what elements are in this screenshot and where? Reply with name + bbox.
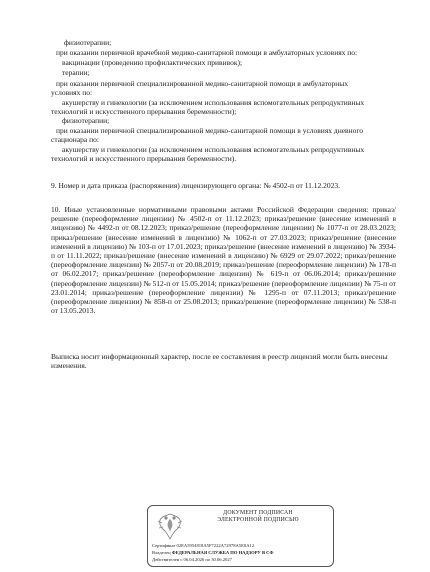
stamp-title-line: ЭЛЕКТРОННОЙ ПОДПИСЬЮ xyxy=(217,517,299,523)
informational-notice: Выписка носит информационный характер, после ее составления в реестр лицензий могли быть внесены изменения. xyxy=(51,352,388,371)
stamp-title xyxy=(188,510,328,524)
list-line: акушерству и гинекологии (за исключением использования вспомогательных репродуктивных xyxy=(62,145,365,154)
list-line: вакцинации (проведению профилактических прививок); xyxy=(62,58,243,67)
list-line: технологий и искусственного прерывания беременности); xyxy=(51,107,237,116)
list-line: при оказании первичной специализированной медико-санитарной помощи в амбулаторных xyxy=(56,79,349,88)
list-line: акушерству и гинекологии (за исключением использования вспомогательных репродуктивных xyxy=(62,98,365,107)
list-line: при оказании первичной врачебной медико-санитарной помощи в амбулаторных условиях по: xyxy=(56,48,358,57)
list-line: терапии; xyxy=(62,68,90,77)
list-line: при оказании первичной специализированной медико-санитарной помощи в условиях дневного xyxy=(56,126,363,135)
list-line: технологий и искусственного прерывания беременности). xyxy=(51,154,237,163)
list-line: физиотерапии; xyxy=(64,38,112,47)
owner-value: ФЕДЕРАЛЬНАЯ СЛУЖБА ПО НАДЗОРУ В СФ xyxy=(171,550,274,555)
list-line: условиях по: xyxy=(51,88,93,97)
validity-line: Действителен с 06.04.2026 по 30.06.2027 xyxy=(152,557,232,562)
owner-label: Владелец xyxy=(152,550,171,555)
coat-of-arms-emblem xyxy=(156,511,184,543)
owner-line xyxy=(152,550,273,555)
stamp-title-line: ДОКУМЕНТ ПОДПИСАН xyxy=(223,510,293,516)
electronic-signature-stamp xyxy=(147,505,334,567)
list-line: физиотерапии; xyxy=(62,116,110,125)
list-line: стационара по: xyxy=(51,135,99,144)
other-info-item: 10. Иные установленные нормативными правовыми актами Российской Федерации сведения: приказ/решение (переоформление лицензии) № 4502-п от 11.12.2023; приказ/решение (внесение изменений в лицензию) № 4492-п от 08.12.2023; приказ/решение (переоформление лицензии) № 1077-п от 28.03.2023; приказ/решение (внесение изменений в лицензию) № 1062-п от 27.03.2023; приказ/решение (внесение изменений в лицензию) № 103-п от 17.01.2023; приказ/решение (внесение изменений в лицензию) № 3934-п от 11.11.2022; приказ/решение (внесение изменений в лицензию) № 6929 от 29.07.2022; приказ/решение (переоформление лицензии) № 2057-п от 20.08.2019; приказ/решение (переоформление лицензии) № 178-п от 06.02.2017; приказ/решение (переоформление лицензии) № 619-п от 06.06.2014; приказ/решение (переоформление лицензии) № 512-п от 15.05.2014; приказ/решение (переоформление лицензии) № 75-п от 23.01.2014; приказ/решение (переоформление лицензии) № 1295-п от 07.11.2013; приказ/решение (переоформление лицензии) № 858-п от 25.08.2013; приказ/решение (переоформление лицензии) № 538-п от 13.05.2013. xyxy=(51,205,396,316)
order-number-item: 9. Номер и дата приказа (распоряжения) лицензирующего органа: № 4502-п от 11.12.2023. xyxy=(51,181,341,190)
certificate-line: Сертификат 02EA5954818A5F7222A72978A5E0A12 xyxy=(152,543,255,548)
